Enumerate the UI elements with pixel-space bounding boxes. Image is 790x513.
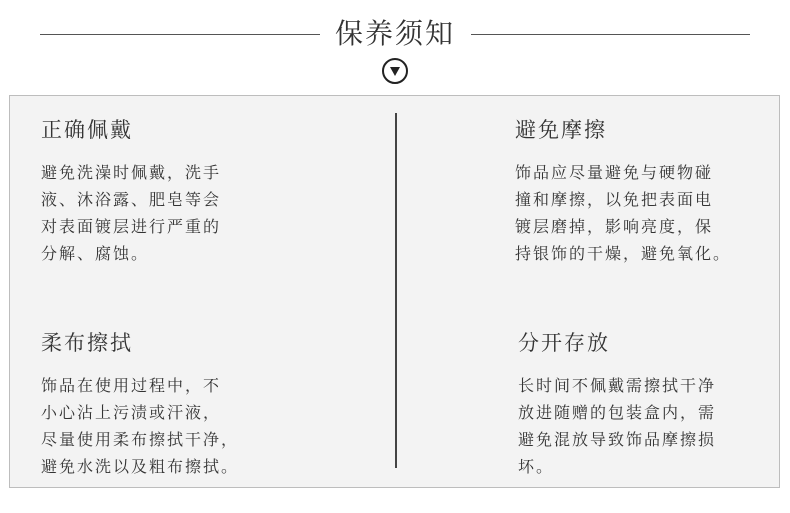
- section-title: 正确佩戴: [41, 118, 133, 142]
- section-text: [41, 159, 291, 267]
- section-text-line: 长时间不佩戴需擦拭干净: [518, 376, 717, 395]
- column-divider: [395, 113, 397, 468]
- section-text-line: 避免混放导致饰品摩擦损: [518, 430, 717, 449]
- section-text: [41, 372, 291, 480]
- section-text-line: 饰品应尽量避免与硬物碰: [515, 163, 714, 182]
- section-text-line: 小心沾上污渍或汗液，: [41, 403, 222, 422]
- section-text-line: 分解、腐蚀。: [41, 244, 150, 263]
- header-rule-left: [40, 34, 320, 35]
- page-header: [0, 0, 790, 95]
- section-text-line: 饰品在使用过程中，不: [41, 376, 222, 395]
- section-text-line: 尽量使用柔布擦拭干净，: [41, 430, 240, 449]
- section-text-line: 撞和摩擦，以免把表面电: [515, 190, 714, 209]
- care-section-wear-properly: [41, 115, 291, 267]
- care-section-store-separately: [518, 328, 768, 480]
- section-text-line: 放进随赠的包装盒内，需: [518, 403, 717, 422]
- care-panel: [9, 95, 780, 488]
- section-title: 柔布擦拭: [41, 331, 133, 355]
- page-title: 保养须知: [334, 17, 455, 50]
- care-section-avoid-friction: [515, 115, 765, 267]
- section-text-line: 液、沐浴露、肥皂等会: [41, 190, 222, 209]
- section-text-line: 坏。: [518, 457, 555, 476]
- section-text-line: 避免洗澡时佩戴，洗手: [41, 163, 222, 182]
- circle-chevron-down-icon: [382, 58, 408, 84]
- section-text-line: 避免水洗以及粗布擦拭。: [41, 457, 240, 476]
- section-text: [518, 372, 768, 480]
- header-rule-right: [471, 34, 750, 35]
- section-text: [515, 159, 765, 267]
- care-section-soft-cloth: [41, 328, 291, 480]
- section-text-line: 持银饰的干燥，避免氧化。: [515, 244, 732, 263]
- section-text-line: 镀层磨掉，影响亮度，保: [515, 217, 714, 236]
- section-text-line: 对表面镀层进行严重的: [41, 217, 222, 236]
- section-title: 避免摩擦: [515, 118, 607, 142]
- section-title: 分开存放: [518, 331, 610, 355]
